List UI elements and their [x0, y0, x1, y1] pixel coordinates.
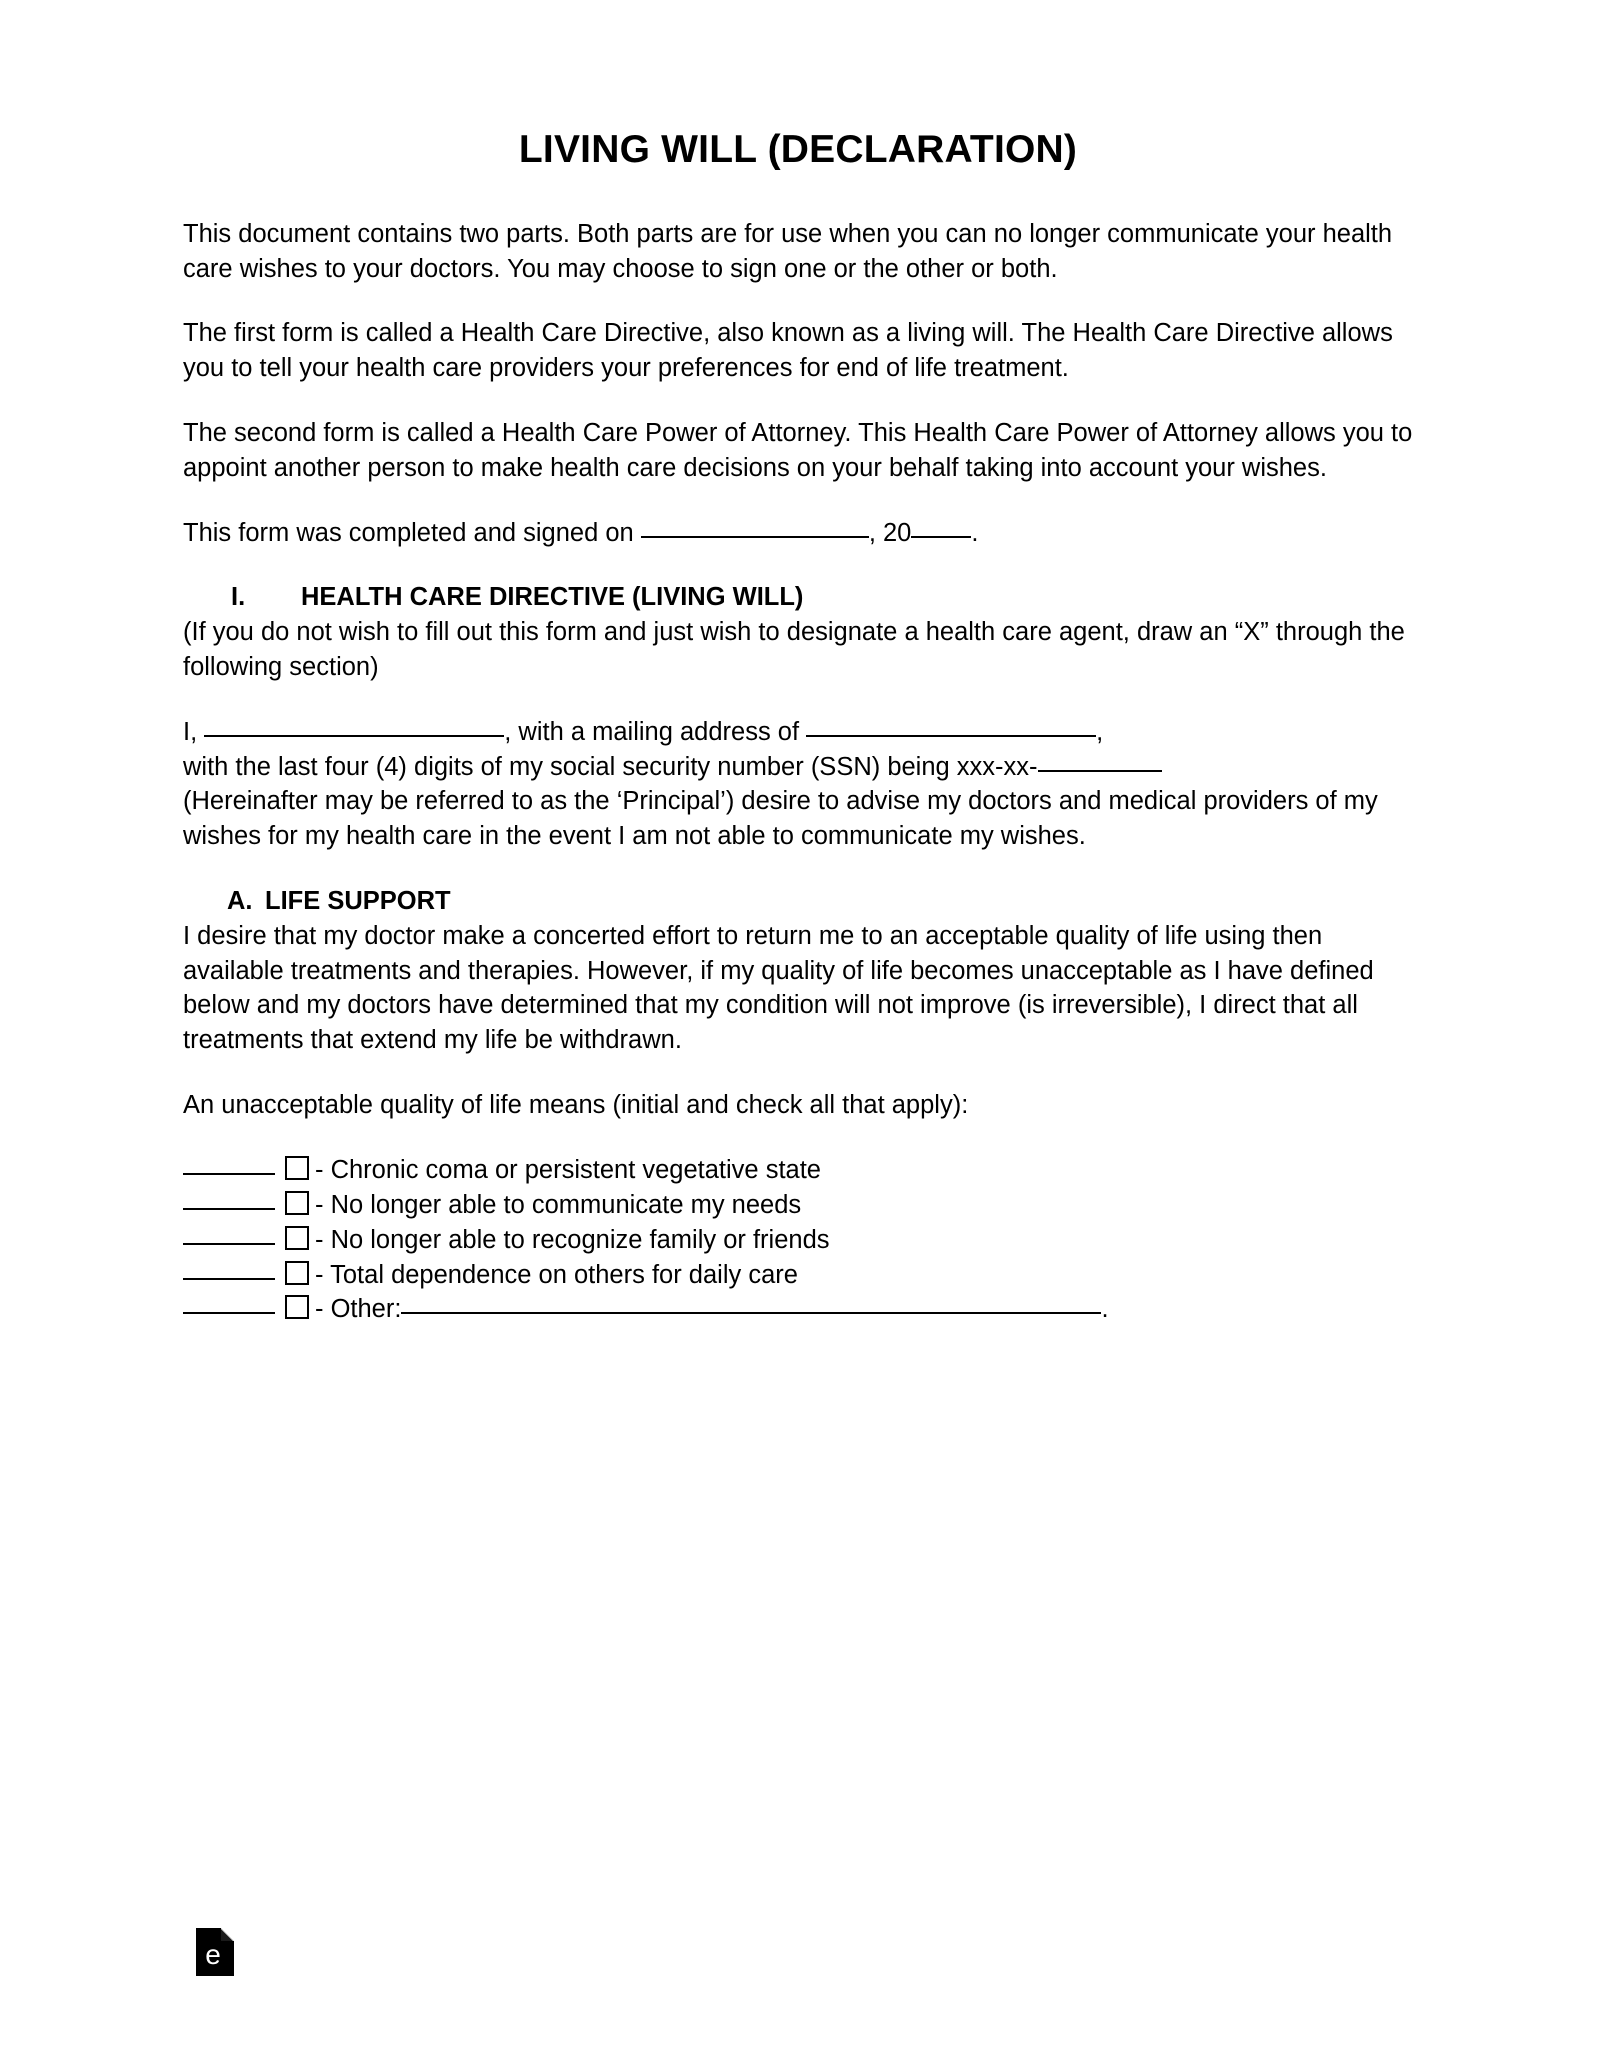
section-a-letter: A.: [227, 887, 253, 915]
checklist-item[interactable]: [183, 1223, 1413, 1258]
initials-blank[interactable]: [183, 1243, 275, 1245]
intro-paragraph-2: The first form is called a Health Care Directive, also known as a living will. The Health Care Directive allows you to tell your health care providers your preferences for end of life treatment.: [183, 319, 1393, 383]
other-trailing-period: .: [1101, 1295, 1109, 1324]
section-one-heading: [183, 580, 1413, 615]
intro-paragraph-1: This document contains two parts. Both parts are for use when you can no longer communicate your health care wishes to your doctors. You may choose to sign one or the other or both.: [183, 219, 1393, 283]
checkbox-icon[interactable]: [285, 1156, 309, 1180]
checklist-item-label: - Chronic coma or persistent vegetative state: [315, 1155, 821, 1184]
checkbox-icon[interactable]: [285, 1295, 309, 1319]
eforms-document-logo-icon: [196, 1928, 234, 1976]
principal-hereinafter-text: (Hereinafter may be referred to as the ‘Principal’) desire to advise my doctors and medical providers of my wishes for my health care in the event I am not able to communicate my wishes.: [183, 787, 1378, 851]
svg-text:e: e: [205, 1939, 221, 1970]
initials-blank[interactable]: [183, 1208, 275, 1210]
principal-identification-line: [183, 715, 1413, 854]
section-one-note: (If you do not wish to fill out this form and just wish to designate a health care agent, draw an “X” through the following section): [183, 618, 1405, 682]
intro-paragraph-3: The second form is called a Health Care Power of Attorney. This Health Care Power of Attorney allows you to appoint another person to make health care decisions on your behalf taking into account your wishes.: [183, 419, 1413, 482]
checklist-item-label: - Other:: [315, 1295, 402, 1324]
checklist-prompt: An unacceptable quality of life means (initial and check all that apply):: [183, 1090, 969, 1119]
principal-ssn-label: with the last four (4) digits of my social security number (SSN) being xxx-xx-: [183, 752, 1038, 781]
principal-name-blank[interactable]: [204, 735, 504, 737]
page-title: LIVING WILL (DECLARATION): [518, 128, 1078, 171]
signed-on-middle: , 20: [868, 518, 912, 547]
section-a-title: LIFE SUPPORT: [265, 887, 451, 915]
signed-on-prefix: This form was completed and signed on: [183, 518, 641, 547]
section-one-title: HEALTH CARE DIRECTIVE (LIVING WILL): [301, 583, 804, 612]
signed-on-suffix: .: [971, 518, 979, 547]
checklist-item-other[interactable]: [183, 1292, 1413, 1327]
checklist-item[interactable]: [183, 1188, 1413, 1223]
checkbox-icon[interactable]: [285, 1226, 309, 1250]
initials-blank[interactable]: [183, 1173, 275, 1175]
section-a-heading: [183, 884, 1413, 919]
principal-prefix: I,: [183, 717, 205, 746]
document-body: [183, 128, 1413, 1327]
principal-ssn-blank[interactable]: [1038, 770, 1162, 772]
section-a-body: I desire that my doctor make a concerted effort to return me to an acceptable quality of life using then available treatments and therapies. However, if my quality of life becomes unacceptable as I have defined below and my doctors have determined that my condition will not improve (is irreversible), I direct that all treatments that extend my life be withdrawn.: [183, 921, 1374, 1055]
quality-of-life-checklist: [183, 1153, 1413, 1328]
signed-date-blank[interactable]: [641, 536, 869, 538]
checklist-item[interactable]: [183, 1153, 1413, 1188]
checklist-item[interactable]: [183, 1258, 1413, 1293]
section-one-numeral: I.: [231, 583, 246, 612]
checklist-item-label: - No longer able to recognize family or friends: [315, 1225, 830, 1254]
principal-address-label: , with a mailing address of: [504, 717, 807, 746]
checklist-item-label: - No longer able to communicate my needs: [315, 1190, 802, 1219]
principal-comma: ,: [1096, 717, 1104, 746]
signed-on-line: [183, 516, 1413, 551]
checkbox-icon[interactable]: [285, 1261, 309, 1285]
checkbox-icon[interactable]: [285, 1191, 309, 1215]
other-description-blank[interactable]: [401, 1312, 1101, 1314]
checklist-item-label: - Total dependence on others for daily care: [315, 1260, 798, 1289]
initials-blank[interactable]: [183, 1312, 275, 1314]
principal-address-blank[interactable]: [806, 735, 1096, 737]
initials-blank[interactable]: [183, 1278, 275, 1280]
signed-year-blank[interactable]: [911, 536, 971, 538]
